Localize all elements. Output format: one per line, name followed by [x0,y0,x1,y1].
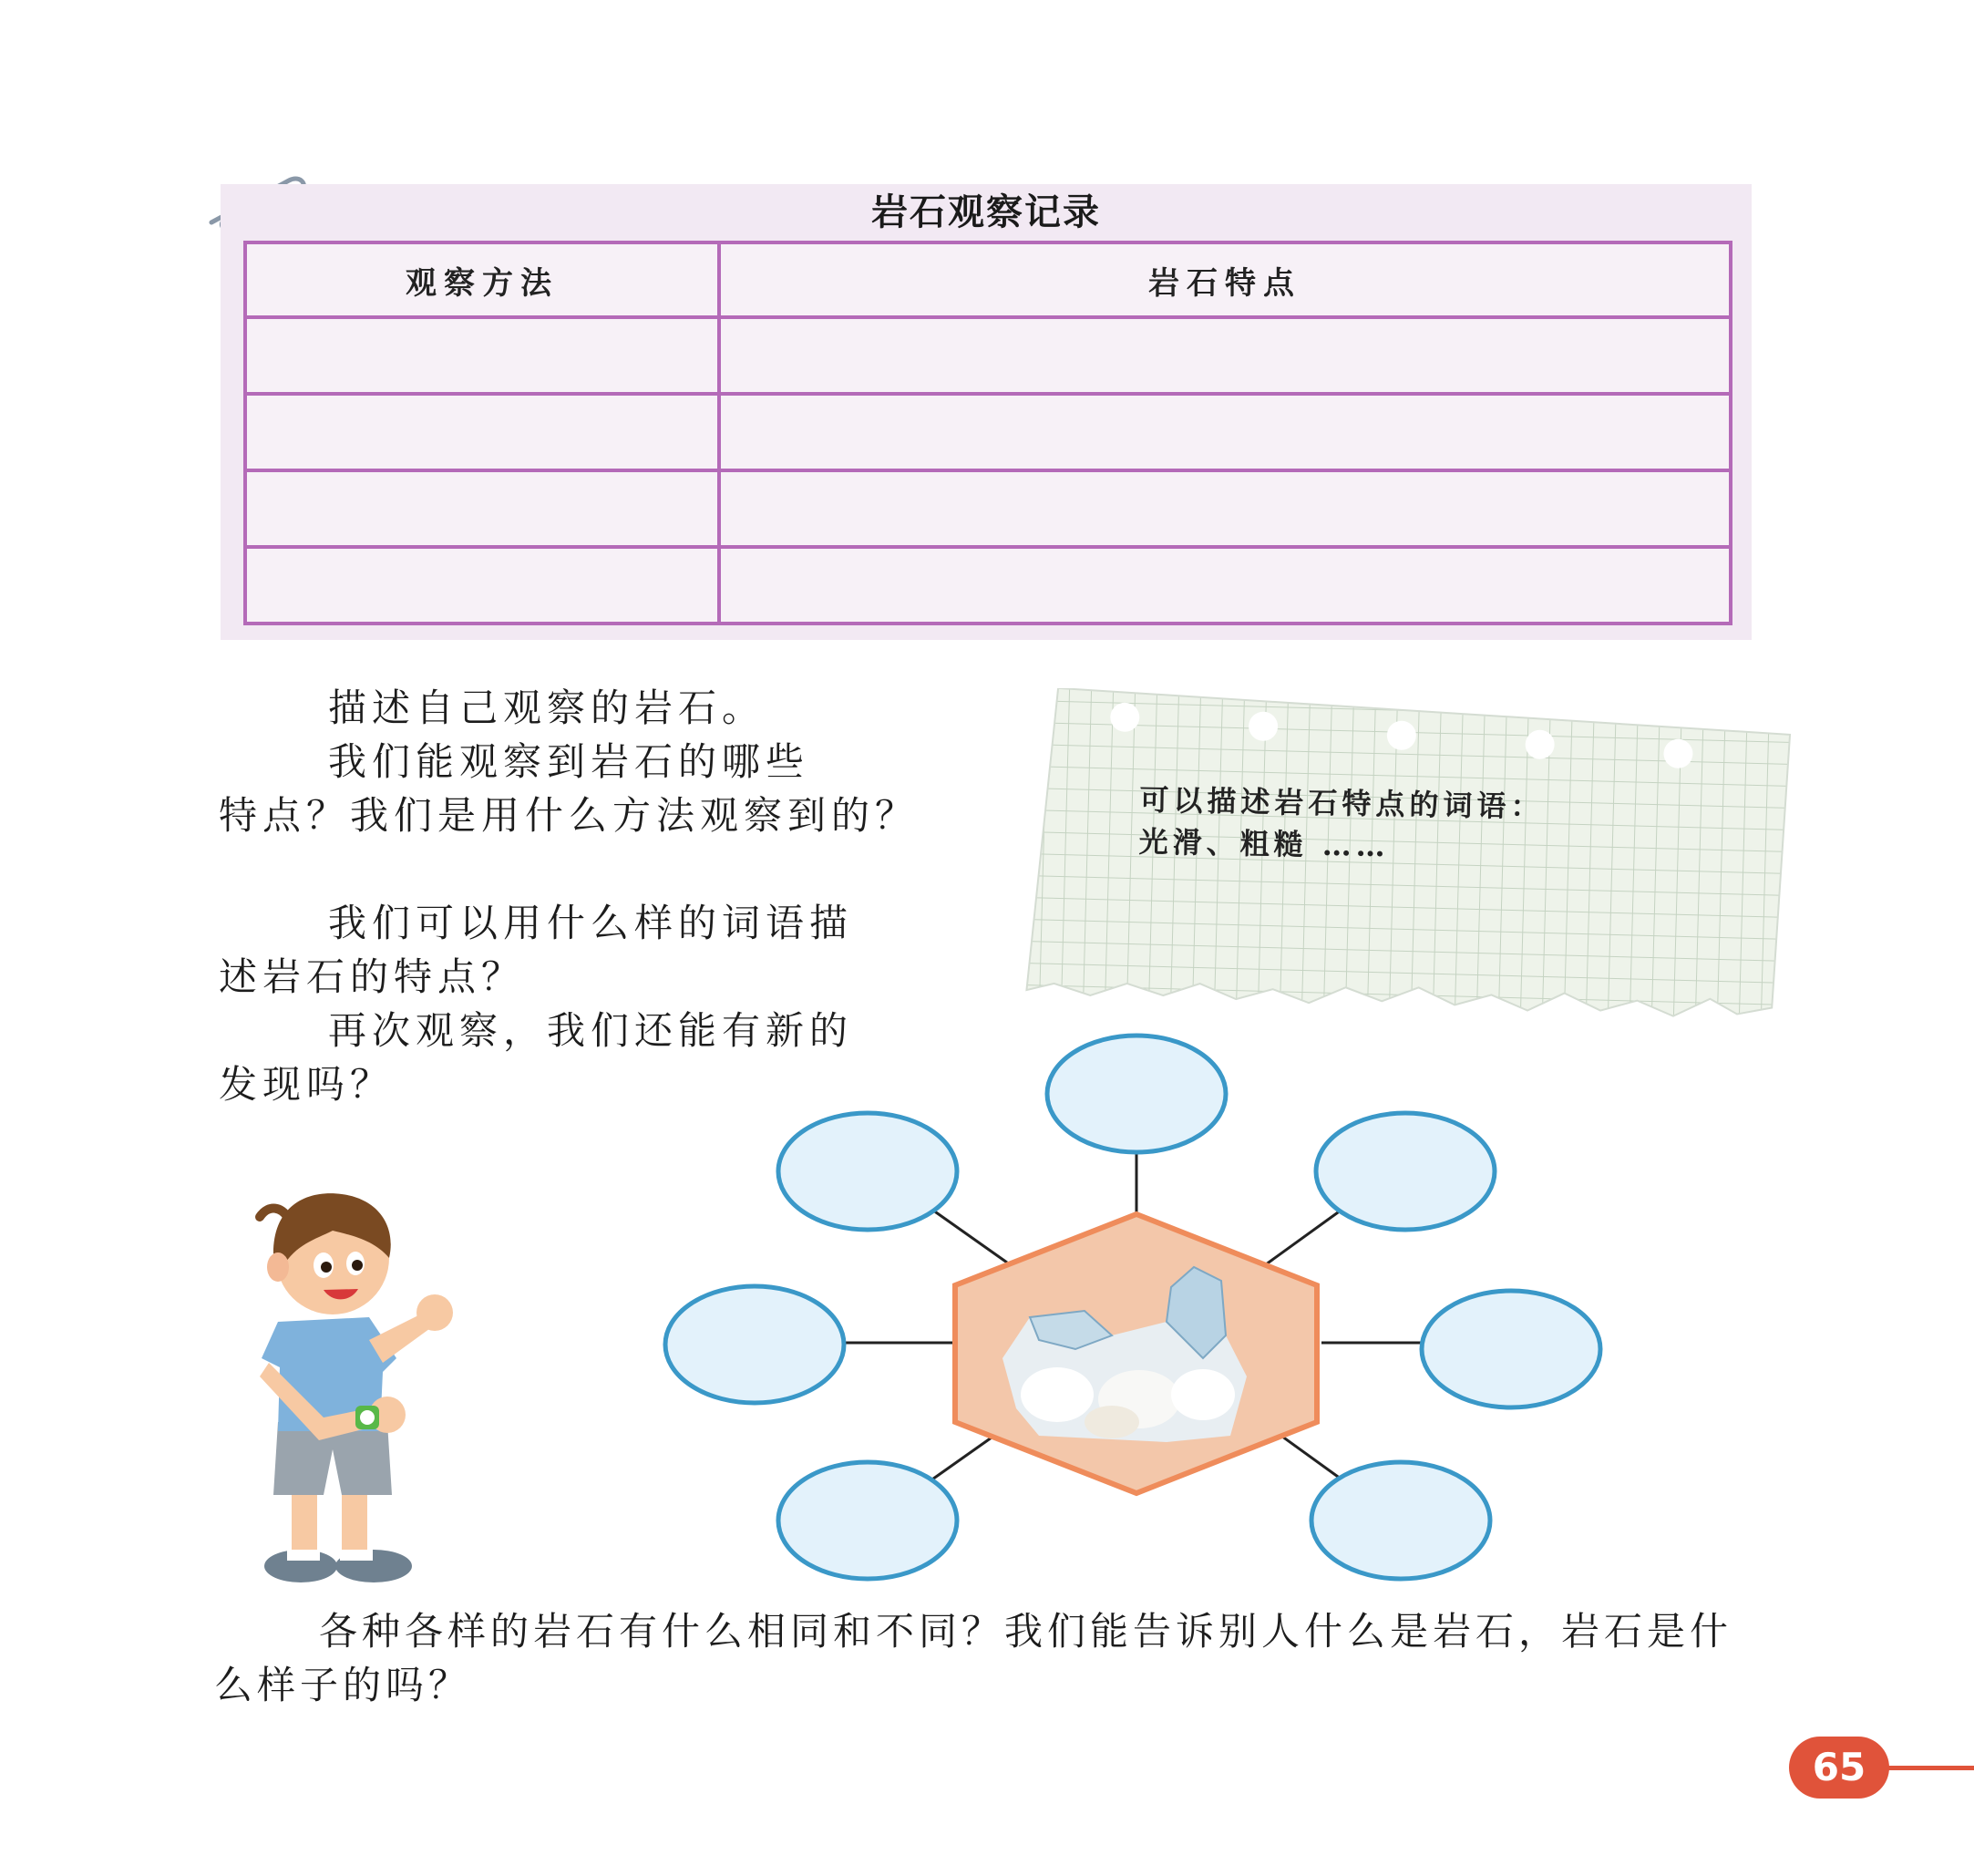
bubble-upper-left [778,1113,957,1230]
bottom-paragraph [214,1604,1763,1712]
record-title: 岩石观察记录 [871,191,1101,233]
paragraph-1-text: 描述自己观察的岩石。 [328,685,766,730]
paragraph-3 [219,896,989,1004]
table-header-row [245,242,1731,317]
table-row [245,547,1731,624]
bottom-paragraph-text: 各种各样的岩石有什么相同和不同？我们能告诉别人什么是岩石，岩石是什么样子的吗？ [214,1609,1733,1707]
note-line-1: 可以描述岩石特点的词语： [1139,782,1545,825]
note-line-2: 光滑、粗糙 …… [1138,824,1391,864]
table-cell[interactable] [719,394,1731,470]
bubble-top [1047,1036,1226,1152]
table-row [245,394,1731,470]
table-cell[interactable] [245,317,719,394]
bubble-right [1422,1291,1600,1407]
note-text [1138,778,1723,872]
table-row [245,470,1731,547]
bubble-left [665,1286,844,1403]
table-cell[interactable] [719,317,1731,394]
page-number-badge: 65 [1789,1737,1889,1799]
paragraph-2-rest: 特点？我们是用什么方法观察到的？ [219,793,920,838]
paragraph-3-line1: 我们可以用什么样的词语描 [328,901,854,945]
table-row [245,317,1731,394]
table-cell[interactable] [719,470,1731,547]
paragraph-3-rest: 述岩石的特点？ [219,954,526,999]
paragraph-4-rest: 发现吗？ [219,1062,395,1107]
boy-illustration [187,1176,488,1595]
paragraph-1 [219,681,989,735]
table-cell[interactable] [245,394,719,470]
header-method: 观察方法 [245,242,719,317]
paragraph-2-line1: 我们能观察到岩石的哪些 [328,739,810,784]
header-feature: 岩石特点 [719,242,1731,317]
table-cell[interactable] [245,547,719,624]
bubble-upper-right [1316,1113,1495,1230]
bubble-lower-right [1311,1462,1490,1579]
bubble-lower-left [778,1462,957,1579]
page-number-rule [1887,1766,1974,1770]
record-table [243,241,1732,625]
table-cell[interactable] [245,470,719,547]
paragraph-2 [219,735,989,842]
rock-concept-diagram [656,1021,1613,1586]
table-cell[interactable] [719,547,1731,624]
paragraph-4-line1: 再次观察，我们还能有新的 [328,1008,854,1053]
